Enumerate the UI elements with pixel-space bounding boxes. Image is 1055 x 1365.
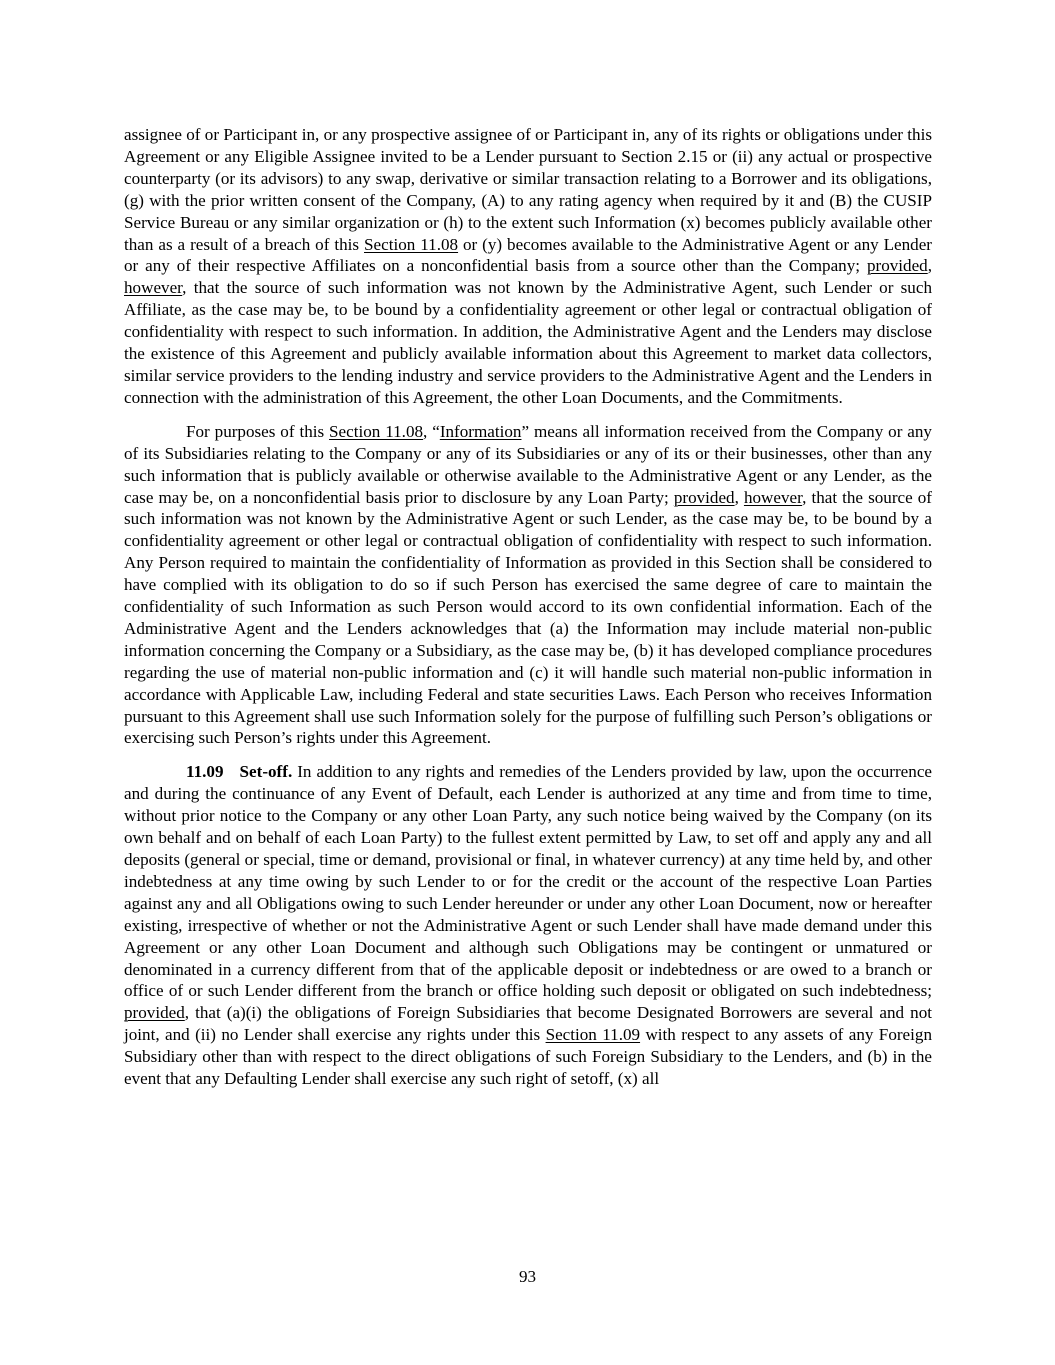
text-segment: assignee of or Participant in, or any prospective assignee of or Participant in, any of its rights or obligations under this Agreement or any Eligible Assignee invited to be a Lender pursuant to Section 2.15 or (ii) any actual or prospective counterparty (or its advisors) to any swap, derivative or similar transaction relating to a Borrower and its obligations, (g) with the prior written consent of the Company, (A) to any rating agency when required by it and (B) the CUSIP Service Bureau or any similar organization or (h) to the extent such Information (x) becomes publicly available other than as a result of a breach of this <box>124 125 932 254</box>
text-segment: In addition to any rights and remedies of the Lenders provided by law, upon the occurrence and during the continuance of any Event of Default, each Lender is authorized at any time and from time to time, without prior notice to the Company or any other Loan Party, any such notice being waived by the Company (on its own behalf and on behalf of each Loan Party) to the fullest extent permitted by Law, to set off and apply any and all deposits (general or special, time or demand, provisional or final, in whatever currency) at any time held by, and other indebtedness at any time owing by such Lender to or for the credit or the account of the respective Loan Parties against any and all Obligations owing to such Lender hereunder or under any other Loan Document, now or hereafter existing, irrespective of whether or not the Administrative Agent or such Lender shall have made demand under this Agreement or any other Loan Document and although such Obligations may be contingent or unmatured or denominated in a currency different from that of the applicable deposit or indebtedness or are owed to a branch or office of or such Lender different from the branch or office holding such deposit or obligated on such indebtedness; <box>124 762 932 1001</box>
text-segment: , that the source of such information was not known by the Administrative Agent, such Lender or such Affiliate, as the case may be, to be bound by a confidentiality agreement or other legal or contractual obligation of confidentiality with respect to such information. In addition, the Administrative Agent and the Lenders may disclose the existence of this Agreement and publicly available information about this Agreement to market data collectors, similar service providers to the lending industry and service providers to the Administrative Agent and the Lenders in connection with the administration of this Agreement, the other Loan Documents, and the Commitments. <box>124 278 932 407</box>
provided-term: provided <box>124 1003 185 1023</box>
text-segment: ” means all information received from the Company or any of its Subsidiaries relating to the Company or any of its Subsidiaries or any of its or their businesses, other than any such information that is publicly available or otherwise available to the Administrative Agent or any Lender, as the case may be, on a nonconfidential basis prior to disclosure by any Loan Party; <box>124 421 932 507</box>
provided-term: provided <box>866 256 928 276</box>
section-heading: Set-off. <box>239 762 293 782</box>
text-segment: , <box>734 487 744 507</box>
page-number: 93 <box>518 1267 537 1286</box>
paragraph-confidentiality-continued <box>124 124 932 409</box>
text-segment: , “ <box>423 421 440 441</box>
provided-term: provided <box>673 487 735 507</box>
information-defined-term: Information <box>439 421 522 441</box>
however-term: however <box>743 487 803 507</box>
paragraph-information-definition <box>124 421 932 750</box>
section-number: 11.09 <box>186 762 224 782</box>
page-body <box>124 124 932 1090</box>
however-term: however <box>124 278 183 298</box>
section-11-08-reference: Section 11.08 <box>364 234 459 254</box>
section-11-09-set-off <box>124 761 932 1090</box>
text-segment: For purposes of this <box>186 421 330 441</box>
section-11-09-reference: Section 11.09 <box>545 1025 641 1045</box>
text-segment: , that the source of such information was not known by the Administrative Agent or such Lender, as the case may be, to be bound by a confidentiality agreement or other legal or contractual obligation of confidentiality with respect to such information. Any Person required to maintain the confidentiality of Information as provided in this Section shall be considered to have complied with its obligation to do so if such Person has exercised the same degree of care to maintain the confidentiality of such Information as such Person would accord to its own confidential information. Each of the Administrative Agent and the Lenders acknowledges that (a) the Information may include material non-public information concerning the Company or a Subsidiary, as the case may be, (b) it has developed compliance procedures regarding the use of material non-public information and (c) it will handle such material non-public information in accordance with Applicable Law, including Federal and state securities Laws. Each Person who receives Information pursuant to this Agreement shall use such Information solely for the purpose of fulfilling such Person’s obligations or exercising such Person’s rights under this Agreement. <box>124 487 932 748</box>
text-segment: , that (a)(i) the obligations of Foreign Subsidiaries that become Designated Borrowers are several and not joint, and (ii) no Lender shall exercise any rights under this <box>124 1003 932 1045</box>
text-segment: or (y) becomes available to the Administrative Agent or any Lender or any of their respective Affiliates on a nonconfidential basis from a source other than the Company; <box>124 234 933 276</box>
text-segment: , <box>927 256 932 276</box>
section-11-08-reference: Section 11.08 <box>329 421 424 441</box>
text-segment: with respect to any assets of any Foreign Subsidiary other than with respect to the direct obligations of such Foreign Subsidiary to the Lenders, and (b) in the event that any Defaulting Lender shall exercise any such right of setoff, (x) all <box>124 1025 932 1089</box>
